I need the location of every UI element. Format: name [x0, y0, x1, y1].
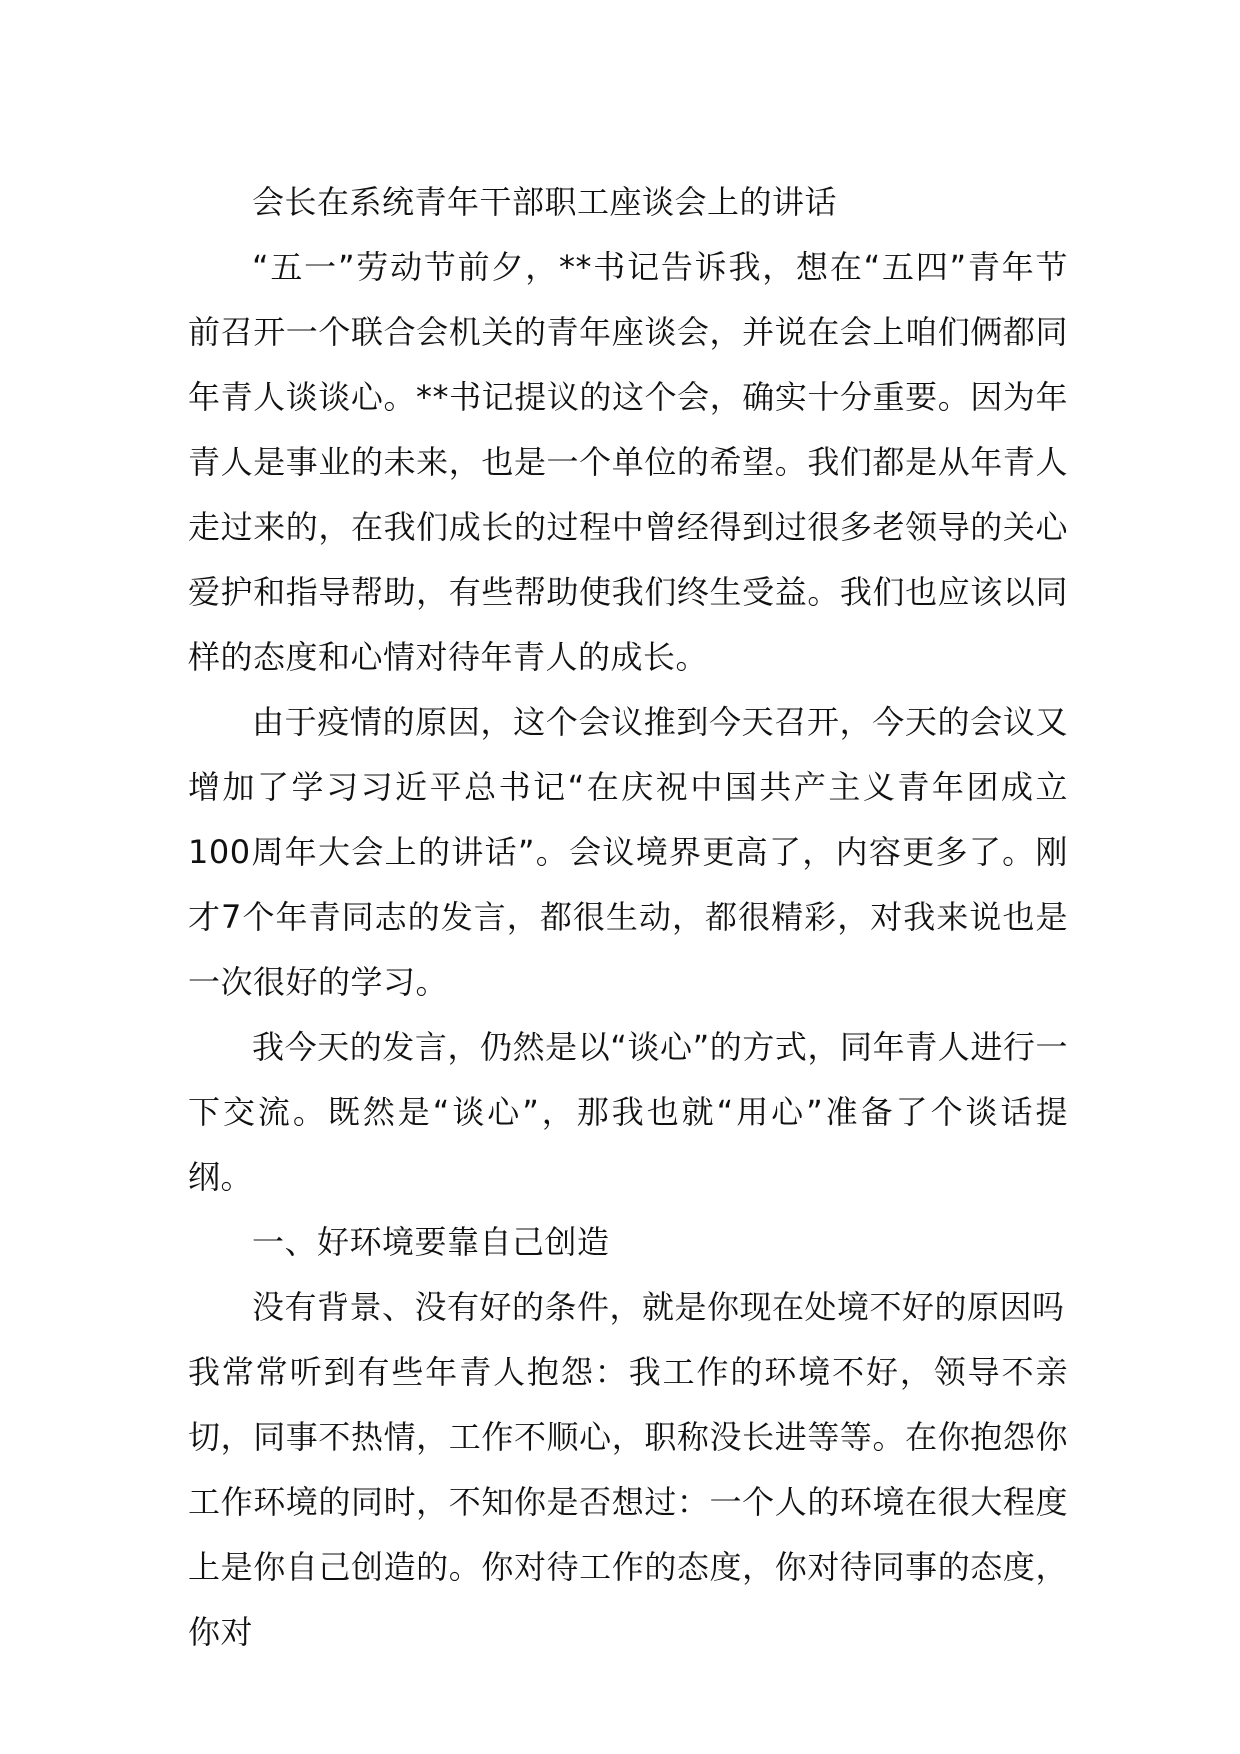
paragraph-3: 我今天的发言，仍然是以“谈心”的方式，同年青人进行一下交流。既然是“谈心”，那我也就“用心”准备了个谈话提纲。 — [188, 1028, 1068, 1196]
document-body — [188, 170, 1068, 1665]
document-title: 会长在系统青年干部职工座谈会上的讲话 — [252, 183, 838, 221]
section-paragraph-1: 没有背景、没有好的条件，就是你现在处境不好的原因吗 — [252, 1288, 1065, 1326]
paragraph-2: 由于疫情的原因，这个会议推到今天召开，今天的会议又增加了学习习近平总书记“在庆祝中国共产主义青年团成立100周年大会上的讲话”。会议境界更高了，内容更多了。刚才7个年青同志的发言，都很生动，都很精彩，对我来说也是一次很好的学习。 — [188, 703, 1068, 1001]
section-paragraph-2: 我常常听到有些年青人抱怨：我工作的环境不好，领导不亲切，同事不热情，工作不顺心，职称没长进等等。在你抱怨你工作环境的同时，不知你是否想过：一个人的环境在很大程度上是你自己创造的。你对待工作的态度，你对待同事的态度，你对 — [188, 1353, 1068, 1651]
paragraph-1: “五一”劳动节前夕，**书记告诉我，想在“五四”青年节前召开一个联合会机关的青年座谈会，并说在会上咱们俩都同年青人谈谈心。**书记提议的这个会，确实十分重要。因为年青人是事业的未来，也是一个单位的希望。我们都是从年青人走过来的，在我们成长的过程中曾经得到过很多老领导的关心爱护和指导帮助，有些帮助使我们终生受益。我们也应该以同样的态度和心情对待年青人的成长。 — [188, 248, 1068, 676]
section-heading: 一、好环境要靠自己创造 — [252, 1223, 610, 1261]
